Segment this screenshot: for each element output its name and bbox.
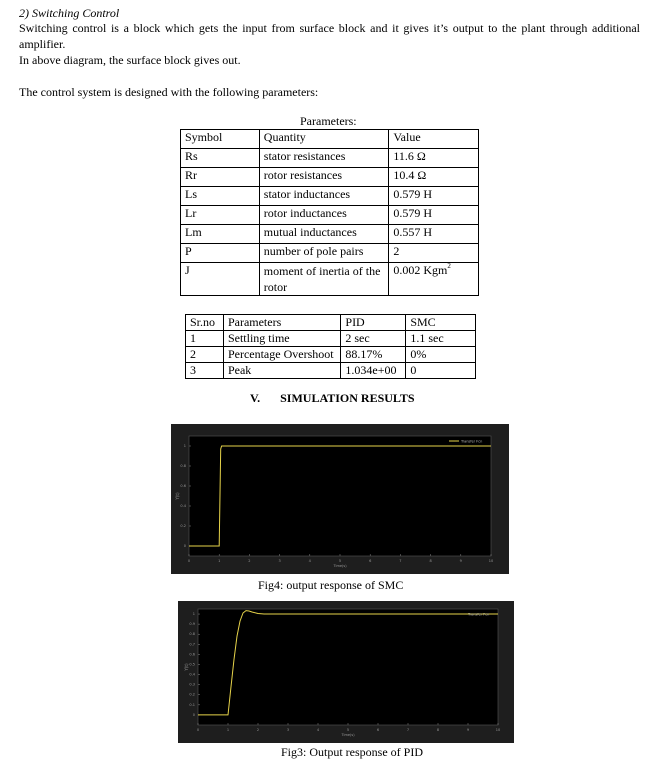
y-tick-label: 0.3 (189, 682, 195, 687)
table-row (181, 244, 479, 263)
results-heading (250, 391, 415, 406)
params-table-caption: Parameters: (300, 114, 357, 128)
y-tick-label: 0.5 (189, 662, 195, 667)
table-cell: Settling time (223, 331, 340, 347)
table-cell: P (181, 244, 260, 263)
table-cell: 11.6 Ω (389, 149, 479, 168)
y-tick-label: 0.6 (180, 484, 186, 488)
table-row (181, 149, 479, 168)
y-tick-label: 0.4 (180, 504, 186, 508)
x-tick-label: 2 (248, 559, 251, 563)
x-tick-label: 0 (187, 559, 191, 563)
table-cell: stator resistances (259, 149, 389, 168)
table-cell: Peak (223, 363, 340, 379)
y-tick-label: 0.6 (189, 652, 195, 657)
x-tick-label: 4 (308, 559, 311, 563)
paragraph-line-2: amplifier. (19, 37, 66, 51)
pid-plot (178, 601, 514, 743)
table-cell: 2 (186, 347, 224, 363)
table-cell: stator inductances (259, 187, 389, 206)
paragraph-3: The control system is designed with the following parameters: (19, 85, 319, 99)
table-header: PID (341, 315, 406, 331)
params-table (180, 129, 479, 296)
y-axis-label: Y(t) (175, 492, 180, 500)
x-tick-label: 2 (256, 728, 260, 732)
table-cell: Lr (181, 206, 260, 225)
table-cell: mutual inductances (259, 225, 389, 244)
table-cell: 0 (406, 363, 476, 379)
table-row (181, 168, 479, 187)
table-row (181, 263, 479, 296)
figure-pid (178, 601, 514, 743)
x-tick-label: 3 (286, 728, 290, 732)
paragraph-2: In above diagram, the surface block gives out. (19, 53, 241, 67)
params-table-header-row (181, 130, 479, 149)
plot-area (189, 436, 491, 556)
y-tick-label: 0.8 (180, 464, 186, 468)
table-row (186, 347, 476, 363)
table-header: Quantity (259, 130, 389, 149)
y-tick-label: 0.9 (189, 622, 195, 627)
table-cell: rotor resistances (259, 168, 389, 187)
table-row (186, 363, 476, 379)
table-cell: J (181, 263, 260, 296)
table-cell: Rs (181, 149, 260, 168)
smc-plot (171, 424, 509, 574)
y-tick-label: 0.4 (189, 672, 195, 677)
x-tick-label: 10 (495, 728, 501, 732)
table-row (186, 331, 476, 347)
y-tick-label: 0.2 (180, 524, 186, 528)
y-axis-label: Y(t) (184, 663, 189, 671)
x-tick-label: 6 (376, 728, 380, 732)
table-header: Symbol (181, 130, 260, 149)
table-row (181, 206, 479, 225)
table-header: Value (389, 130, 479, 149)
table-cell: 2 (389, 244, 479, 263)
paragraph-line-1: Switching control is a block which gets the input from surface block and it gives it’s output to the plant through additional (19, 21, 640, 35)
results-heading-title: SIMULATION RESULTS (280, 391, 415, 405)
x-tick-label: 5 (346, 728, 350, 732)
x-axis-label: Time(s) (333, 564, 347, 568)
figure-pid-caption: Fig3: Output response of PID (281, 745, 423, 759)
table-cell: moment of inertia of the rotor (259, 263, 389, 296)
table-cell: 88.17% (341, 347, 406, 363)
y-tick-label: 1 (192, 612, 195, 617)
results-heading-number: V. (250, 391, 261, 405)
legend-label: Transfer Fcn (468, 612, 490, 617)
table-cell: Lm (181, 225, 260, 244)
x-tick-label: 10 (488, 559, 494, 563)
y-tick-label: 0 (192, 712, 195, 717)
table-cell: 0.579 H (389, 206, 479, 225)
j-value: 0.002 Kgm (393, 263, 448, 277)
y-tick-label: 1 (183, 444, 186, 448)
table-cell: 10.4 Ω (389, 168, 479, 187)
y-tick-label: 0.2 (189, 692, 195, 697)
x-tick-label: 9 (459, 559, 462, 563)
comparison-header-row (186, 315, 476, 331)
y-tick-label: 0.7 (189, 642, 195, 647)
table-header: Parameters (223, 315, 340, 331)
table-cell: 1.034e+00 (341, 363, 406, 379)
table-cell: 0% (406, 347, 476, 363)
y-tick-label: 0.1 (189, 702, 195, 707)
x-tick-label: 0 (196, 728, 200, 732)
table-row (181, 187, 479, 206)
x-tick-label: 6 (369, 559, 372, 563)
table-header: Sr.no (186, 315, 224, 331)
x-tick-label: 1 (218, 559, 221, 563)
plot-area (198, 609, 498, 725)
table-cell: Ls (181, 187, 260, 206)
table-cell: 3 (186, 363, 224, 379)
figure-smc (171, 424, 509, 574)
x-tick-label: 8 (436, 728, 440, 732)
x-tick-label: 4 (316, 728, 320, 732)
x-tick-label: 5 (338, 559, 342, 563)
x-tick-label: 1 (226, 728, 230, 732)
table-cell: 1 (186, 331, 224, 347)
y-tick-label: 0 (183, 544, 186, 548)
section-heading: 2) Switching Control (19, 6, 120, 20)
x-tick-label: 7 (406, 728, 410, 732)
table-header: SMC (406, 315, 476, 331)
y-tick-label: 0.8 (189, 632, 195, 637)
table-row (181, 225, 479, 244)
x-axis-label: Time(s) (341, 733, 355, 737)
table-cell: Rr (181, 168, 260, 187)
table-cell: 0.579 H (389, 187, 479, 206)
table-cell: number of pole pairs (259, 244, 389, 263)
table-cell: 1.1 sec (406, 331, 476, 347)
table-cell: 2 sec (341, 331, 406, 347)
x-tick-label: 7 (399, 559, 402, 563)
table-cell (389, 263, 479, 296)
x-tick-label: 3 (278, 559, 281, 563)
j-unit-superscript: 2 (447, 262, 451, 270)
table-cell: 0.557 H (389, 225, 479, 244)
figure-smc-caption: Fig4: output response of SMC (258, 578, 404, 592)
legend-label: Transfer Fcn (461, 439, 483, 444)
x-tick-label: 9 (466, 728, 470, 732)
comparison-table (185, 314, 476, 379)
x-tick-label: 8 (429, 559, 432, 563)
table-cell: rotor inductances (259, 206, 389, 225)
table-cell: Percentage Overshoot (223, 347, 340, 363)
